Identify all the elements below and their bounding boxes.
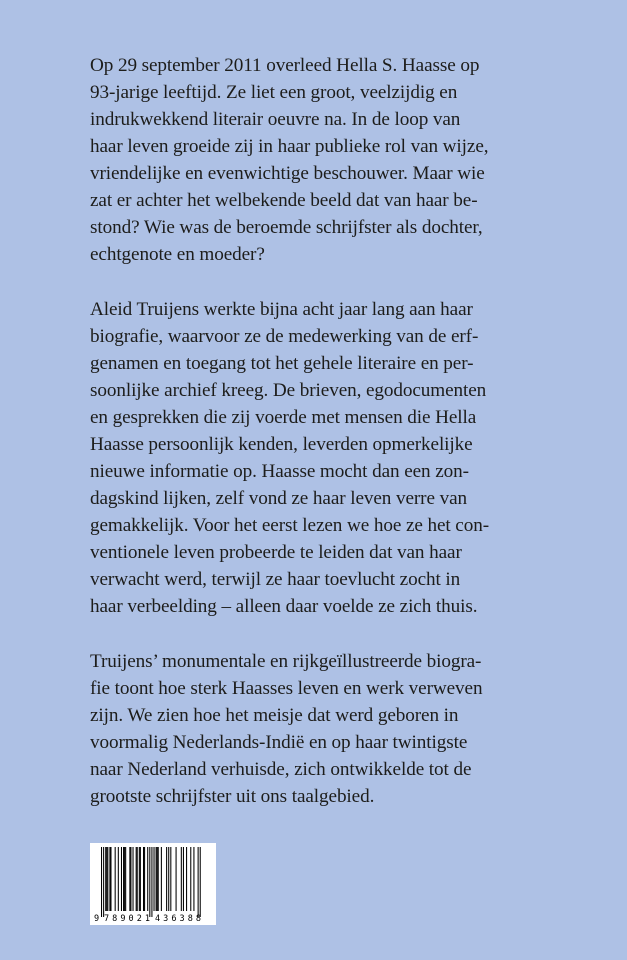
text-line: genamen en toegang tot het gehele literaire en per-: [90, 353, 474, 374]
text-line: fie toont hoe sterk Haasses leven en werk verweven: [90, 678, 483, 699]
text-line: dagskind lijken, zelf vond ze haar leven verre van: [90, 488, 467, 509]
barcode-digit-first: 9: [94, 914, 100, 924]
barcode-bar: [200, 847, 201, 917]
barcode-bar: [168, 847, 169, 911]
barcode-bar: [156, 847, 157, 911]
text-line: 93-jarige leeftijd. Ze liet een groot, veelzijdig en: [90, 82, 458, 103]
text-line: vriendelijke en evenwichtige beschouwer. Maar wie: [90, 163, 485, 184]
text-line: ventionele leven probeerde te leiden dat van haar: [90, 542, 462, 563]
barcode-bar: [110, 847, 111, 911]
barcode-bar: [115, 847, 116, 911]
barcode-bar: [106, 847, 107, 911]
text-line: zat er achter het welbekende beeld dat van haar be-: [90, 190, 478, 211]
barcode-bar: [101, 847, 102, 917]
text-line: voormalig Nederlands-Indië en op haar twintigste: [90, 732, 468, 753]
barcode-graphic: [90, 843, 216, 925]
barcode-bar: [133, 847, 134, 911]
text-line: Truijens’ monumentale en rijkgeïllustreerde biogra-: [90, 651, 482, 672]
barcode-bar: [137, 847, 138, 911]
barcode-bar: [181, 847, 182, 911]
barcode-bar: [183, 847, 184, 911]
text-line: Aleid Truijens werkte bijna acht jaar lang aan haar: [90, 299, 473, 320]
barcode-bar: [118, 847, 119, 911]
barcode-bar: [140, 847, 141, 911]
text-line: zijn. We zien hoe het meisje dat werd geboren in: [90, 705, 459, 726]
text-line: haar verbeelding – alleen daar voelde ze zich thuis.: [90, 596, 478, 617]
barcode-bar: [151, 847, 152, 917]
text-line: nieuwe informatie op. Haasse mocht dan een zon-: [90, 461, 469, 482]
text-line: stond? Wie was de beroemde schrijfster als dochter,: [90, 217, 483, 238]
text-line: naar Nederland verhuisde, zich ontwikkelde tot de: [90, 759, 472, 780]
barcode-bar: [166, 847, 167, 911]
barcode-bar: [147, 847, 148, 911]
text-line: grootste schrijfster uit ons taalgebied.: [90, 786, 375, 807]
text-line: haar leven groeide zij in haar publieke rol van wijze,: [90, 136, 489, 157]
barcode-bar: [149, 847, 150, 917]
paragraph-biography: [90, 296, 590, 620]
barcode-bar: [158, 847, 159, 911]
barcode-bar: [136, 847, 137, 911]
text-line: soonlijke archief kreeg. De brieven, egodocumenten: [90, 380, 487, 401]
text-line: gemakkelijk. Voor het eerst lezen we hoe ze het con-: [90, 515, 490, 536]
barcode-bar: [123, 847, 124, 911]
barcode-bar: [107, 847, 108, 911]
barcode-digits-left: 789021: [104, 914, 150, 924]
text-line: indrukwekkend literair oeuvre na. In de loop van: [90, 109, 461, 130]
barcode-bar: [125, 847, 126, 911]
text-line: verwacht werd, terwijl ze haar toevlucht zocht in: [90, 569, 461, 590]
barcode-bar: [170, 847, 171, 911]
barcode-bar: [154, 847, 155, 911]
barcode-bar: [105, 847, 106, 911]
paragraph-intro: [90, 52, 590, 268]
back-cover-text: [90, 52, 590, 838]
barcode-bar: [130, 847, 131, 911]
barcode-bar: [129, 847, 130, 911]
text-line: en gesprekken die zij voerde met mensen die Hella: [90, 407, 477, 428]
barcode-bar: [109, 847, 110, 911]
barcode-bar: [190, 847, 191, 911]
text-line: echtgenote en moeder?: [90, 244, 265, 265]
isbn-barcode: [90, 843, 216, 925]
barcode-bar: [193, 847, 194, 911]
text-line: Haasse persoonlijk kenden, leverden opmerkelijke: [90, 434, 473, 455]
barcode-bar: [198, 847, 199, 917]
barcode-bar: [157, 847, 158, 911]
paragraph-summary: [90, 648, 590, 810]
text-line: Op 29 september 2011 overleed Hella S. Haasse op: [90, 55, 480, 76]
barcode-bar: [144, 847, 145, 911]
barcode-bar: [103, 847, 104, 917]
barcode-bar: [161, 847, 162, 911]
barcode-digits-right: 436388: [155, 914, 201, 924]
barcode-bar: [139, 847, 140, 911]
barcode-bar: [186, 847, 187, 911]
barcode-bar: [124, 847, 125, 911]
barcode-bar: [121, 847, 122, 911]
text-line: biografie, waarvoor ze de medewerking van de erf-: [90, 326, 479, 347]
barcode-bar: [143, 847, 144, 911]
barcode-bar: [176, 847, 177, 911]
